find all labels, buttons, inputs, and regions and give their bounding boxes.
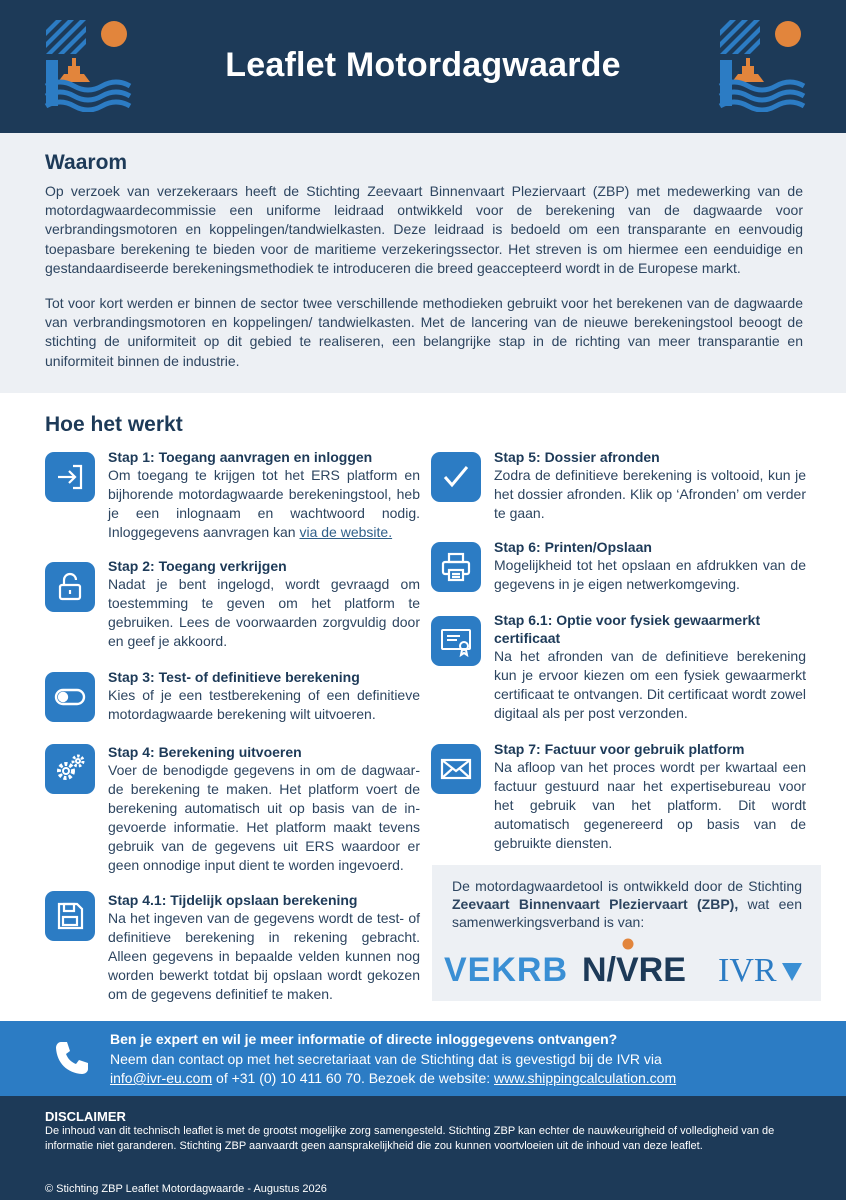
step-title: Stap 2: Toegang verkrijgen: [108, 558, 287, 574]
step-description: Na afloop van het proces wordt per kwartaal een factuur gestuurd naar het expertisebureau voor het gebruik van het platform. Dit wordt automatisch gegenereerd op basis van de gebruikte diensten.: [494, 759, 806, 851]
step-description: Mogelijkheid tot het opslaan en afdrukken van de gegevens in je eigen netwerkomgeving.: [494, 557, 806, 592]
step-title: Stap 4.1: Tijdelijk opslaan berekening: [108, 892, 358, 908]
section-heading-waarom: Waarom: [45, 151, 128, 174]
website-link[interactable]: www.shippingcalculation.com: [494, 1070, 677, 1086]
step-7: [494, 740, 806, 853]
step-description: Nadat je bent ingelogd, wordt gevraagd om toestemming te geven om het platform te gebruiken. Lees de voorwaarden zorgvuldig door en geef je akkoord.: [108, 576, 420, 649]
contact-question: Ben je expert en wil je meer informatie of directe inloggegevens ontvangen?: [110, 1031, 618, 1047]
phone-icon: [52, 1039, 90, 1077]
credit-text: [452, 877, 802, 931]
page-title: Leaflet Motordagwaarde: [225, 46, 621, 84]
disclaimer-text: De inhoud van dit technisch leaflet is met de grootst mogelijke zorg samengesteld. Stichting ZBP kan echter de nauwkeurigheid of volledigheid van de informatie niet garanderen. Stichting ZBP aanvaardt geen aansprakelijkheid die zou kunnen voortvloeien uit de inhoud van deze leaflet.: [45, 1125, 775, 1152]
step-description: Voer de benodigde gegevens in om de dagwaar-de berekening te maken. Het platform voert de berekening automatisch uit op basis van de in-gevoerde informatie. Het platform maakt tevens gebruik van de gegevens uit ERS waardoor er geen onnodige input dient te worden ingevoerd.: [108, 762, 420, 873]
intro-section: [0, 133, 846, 393]
step-title: Stap 4: Berekening uitvoeren: [108, 744, 302, 760]
credit-text-pre: De motordagwaardetool is ontwikkeld door de Stichting: [452, 878, 802, 894]
nivre-dot-icon: [623, 939, 634, 950]
section-heading-how: Hoe het werkt: [45, 413, 183, 436]
envelope-icon: [431, 744, 481, 794]
unlock-icon: [45, 562, 95, 612]
step-6: [494, 538, 806, 594]
toggle-icon: [45, 672, 95, 722]
step-title: Stap 6.1: Optie voor fysiek gewaarmerkt certificaat: [494, 612, 761, 646]
credit-text-post: wat een samenwerkingsverband is van:: [452, 896, 802, 930]
step-1: [108, 448, 420, 542]
partner-vekrb: VEKRB: [444, 951, 569, 989]
footer: [0, 1096, 846, 1200]
contact-bar: [0, 1021, 846, 1096]
step-2: [108, 557, 420, 651]
intro-paragraph: Tot voor kort werden er binnen de sector twee verschillende methodieken gebruikt voor het berekenen van de dagwaarde van verbrandingsmotoren en koppelingen/ tandwielkasten. Met de lancering van de nieuwe berekeningstool beoogt de stichting de uniformiteit op dit gebied te realiseren, een belangrijke stap in de richting van meer transparantie en uniformiteit binnen de industrie.: [45, 295, 803, 369]
credit-text-bold: Zeevaart Binnenvaart Pleziervaart (ZBP),: [452, 896, 739, 912]
contact-details: [110, 1050, 810, 1088]
partner-ivr: IVR: [718, 952, 777, 989]
save-icon: [45, 891, 95, 941]
step-description: Kies of je een testberekening of een definitieve motordagwaarde berekening wilt uitvoeren.: [108, 687, 420, 722]
step-4-1: [108, 891, 420, 1004]
contact-phone: of +31 (0) 10 411 60 70. Bezoek de website:: [212, 1070, 495, 1086]
step-4: [108, 743, 420, 875]
header-banner: [0, 0, 846, 133]
disclaimer-title: DISCLAIMER: [45, 1109, 126, 1124]
step-description: Na het afronden van de definitieve berekening kun je ervoor kiezen om een fysiek gewaarmerkt certificaat te ontvangen. Dit certificaat wordt zowel digitaal als per post verzonden.: [494, 648, 806, 721]
printer-icon: [431, 542, 481, 592]
ivr-arrow-icon: [782, 963, 802, 981]
intro-paragraph: Op verzoek van verzekeraars heeft de Stichting Zeevaart Binnenvaart Pleziervaart (ZBP) met medewerking van de motordagwaardecommissie een uniforme leidraad ontwikkeld voor de berekening van de dagwaarde voor verbrandingsmotoren en koppelingen/tandwielkasten. Deze leidraad is bedoeld om een transparante en eenvoudig toepasbare berekening te bieden voor de maritieme verzekeringssector. Het streven is om hiermee een eenduidige en gestandaardiseerde berekeningsmethodiek te introduceren die breed geaccepteerd wordt in de Europese markt.: [45, 183, 803, 276]
certificate-icon: [431, 616, 481, 666]
step-description: Om toegang te krijgen tot het ERS platform en bijhorende motordagwaarde berekeningstool, heb je een inlognaam en wachtwoord nodig. Inloggegevens aanvragen kan: [108, 467, 420, 540]
partner-logos: [444, 937, 814, 991]
step-title: Stap 7: Factuur voor gebruik platform: [494, 741, 745, 757]
gears-icon: [45, 744, 95, 794]
step-3: [108, 668, 420, 724]
login-icon: [45, 452, 95, 502]
email-link[interactable]: info@ivr-eu.com: [110, 1070, 213, 1086]
step-description: Zodra de definitieve berekening is voltooid, kun je het dossier afronden. Klik op ‘Afronden’ om verder te gaan.: [494, 467, 806, 521]
partner-nivre: N/VRE: [582, 951, 686, 989]
step-title: Stap 1: Toegang aanvragen en inloggen: [108, 449, 373, 465]
checkmark-icon: [431, 452, 481, 502]
copyright: © Stichting ZBP Leaflet Motordagwaarde - Augustus 2026: [45, 1183, 327, 1195]
step-text: [108, 466, 420, 542]
zbp-logo-icon: [716, 20, 806, 112]
step-title: Stap 3: Test- of definitieve berekening: [108, 669, 360, 685]
credit-box: [432, 865, 821, 1001]
step-title: Stap 6: Printen/Opslaan: [494, 539, 652, 555]
step-6-1: [494, 611, 806, 723]
step-description: Na het ingeven van de gegevens wordt de test- of definitieve berekening in rekening gebracht. Alleen gegevens in bepaalde velden kunnen nog worden bewerkt totdat bij opslaan wordt gekozen om de gegevens definitief te maken.: [108, 910, 420, 1002]
step-5: [494, 448, 806, 523]
step-title: Stap 5: Dossier afronden: [494, 449, 660, 465]
website-link[interactable]: via de website.: [299, 524, 393, 540]
contact-line: Neem dan contact op met het secretariaat van de Stichting dat is gevestigd bij de IVR via: [110, 1051, 662, 1067]
